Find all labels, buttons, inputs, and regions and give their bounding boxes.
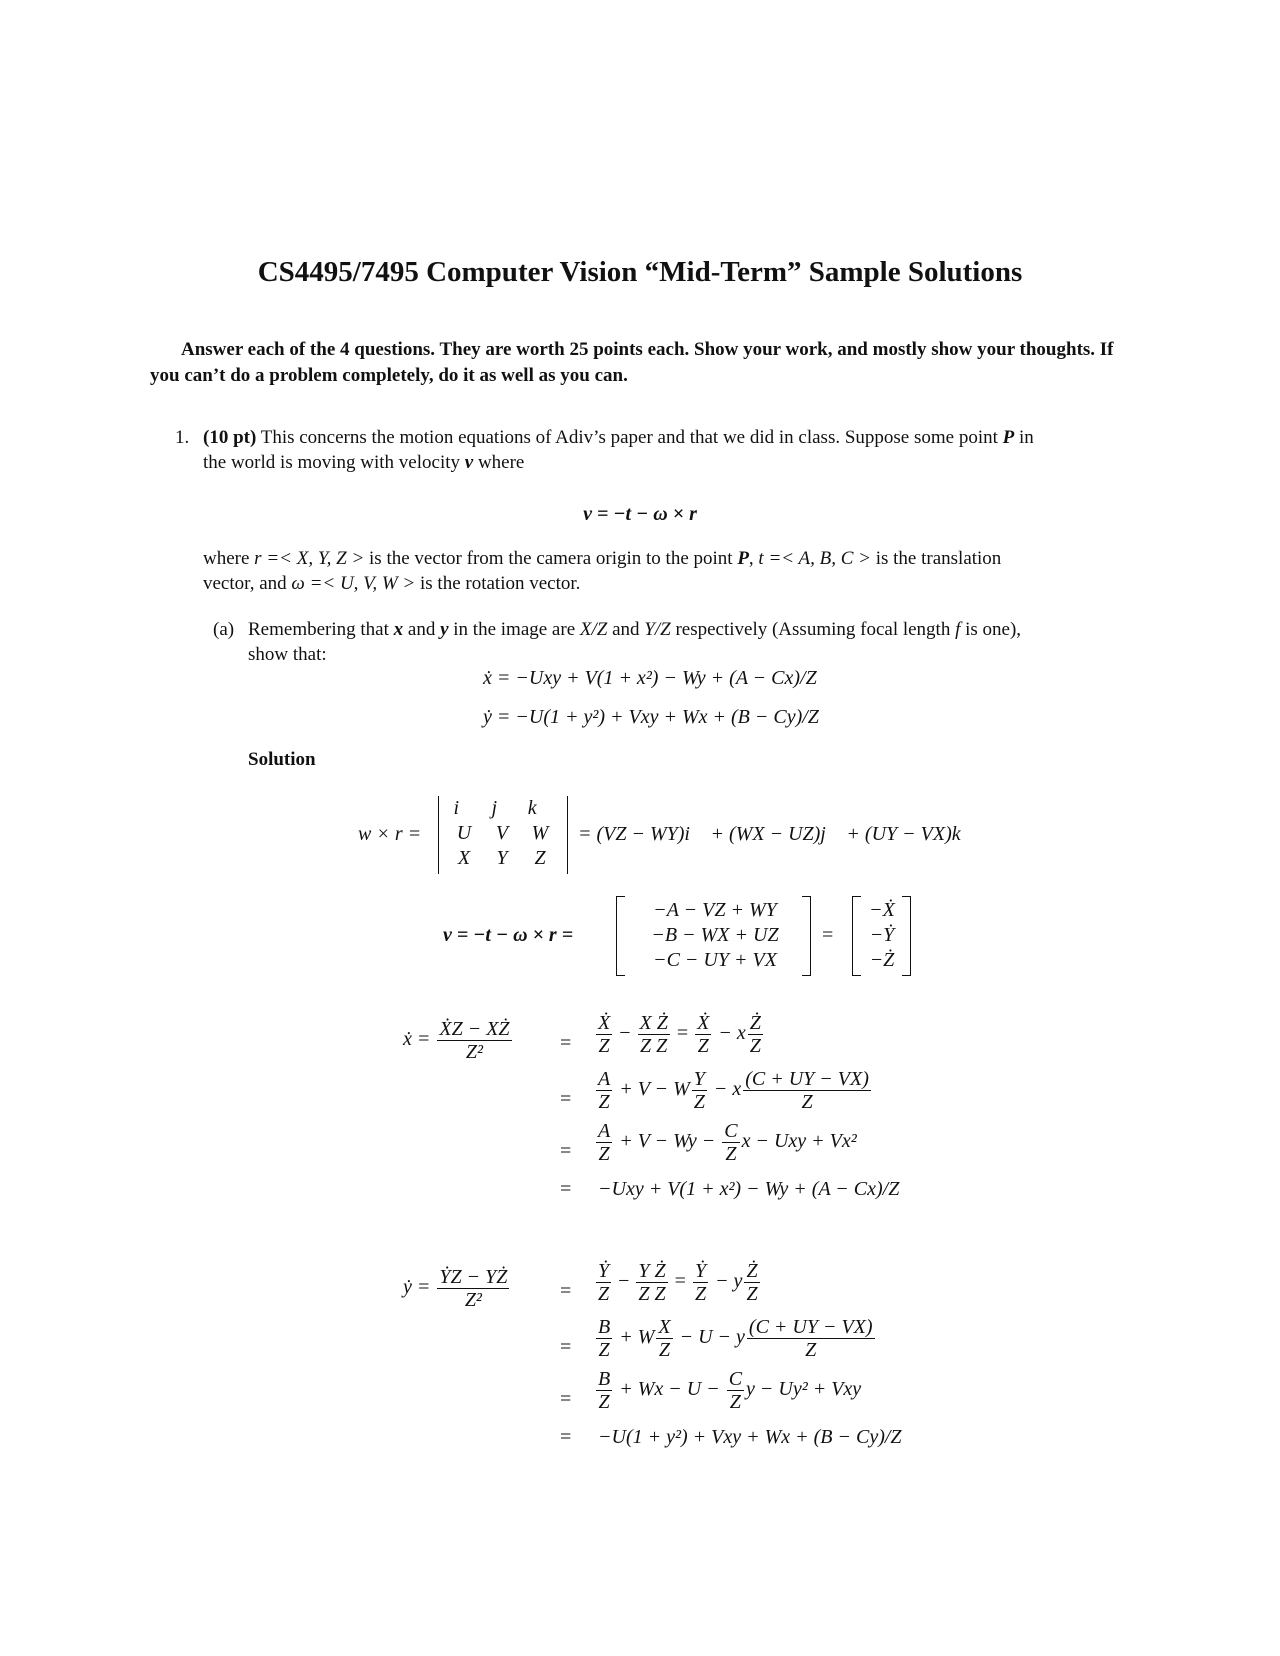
- unit-k: k⃗: [527, 797, 553, 819]
- xdot-result: −Uxy + V(1 + x²) − Wy + (A − Cx)/Z: [598, 1178, 900, 1200]
- var-v: v: [464, 452, 474, 473]
- xdot-lhs: [403, 1018, 514, 1063]
- var-y: y: [440, 619, 449, 640]
- ydot-result: −U(1 + y²) + Vxy + Wx + (B − Cy)/Z: [598, 1426, 902, 1448]
- part-a-text: is one),: [960, 619, 1022, 640]
- velocity-component: −C − UY + VX: [653, 949, 777, 971]
- xdot-step-2: $\frac{A}{Z}$ + V − W $\frac{Y}{Z}$ − x $\frac{(C + UY - VX)}{Z}$: [598, 1068, 869, 1113]
- derivative-column: [862, 898, 902, 973]
- velocity-component: −A − VZ + WY: [653, 899, 777, 921]
- ydot-label: ẏ =: [403, 1276, 431, 1299]
- unit-j: j⃗: [491, 797, 513, 819]
- var-P: P: [737, 548, 749, 569]
- derivative-component: −Ż: [869, 949, 895, 971]
- question-text: where: [203, 548, 255, 569]
- question-1-line-2: [203, 450, 524, 476]
- target-equation-xdot: ẋ = −Uxy + V(1 + x²) − Wy + (A − Cx)/Z: [483, 667, 817, 689]
- page-title: CS4495/7495 Computer Vision “Mid-Term” Sample Solutions: [257, 256, 1023, 288]
- velocity-component: −B − WX + UZ: [651, 924, 779, 946]
- xdot-lhs-fraction: $\frac{\text{ẊZ − XŻ}}{\text{Z²}}$: [439, 1018, 510, 1063]
- matrix-cell: V: [495, 822, 509, 844]
- right-bracket: [902, 896, 911, 976]
- r-definition: r =< X, Y, Z >: [254, 548, 365, 569]
- ydot-step-1: $\frac{\text{Ẏ}}{Z}$ − $\frac{\text{Y Ż}}{\text{Z Z}}$ = $\frac{\text{Ẏ}}{Z}$ − y $\frac{Ż}{Z}$: [598, 1260, 758, 1305]
- question-text: vector, and: [203, 573, 292, 594]
- var-P: P: [1002, 427, 1015, 448]
- ydot-step-2: $\frac{B}{Z}$ + W $\frac{X}{Z}$ − U − y $\frac{(C + UY - VX)}{Z}$: [598, 1316, 873, 1361]
- part-a-text: in the image are: [448, 619, 580, 640]
- xdot-step-1: $\frac{\text{Ẋ}}{Z}$ − $\frac{\text{X Ż}}{\text{Z Z}}$ = $\frac{\text{Ẋ}}{Z}$ − x $\frac{Ż}{Z}$: [598, 1012, 761, 1057]
- part-a-line-2: show that:: [248, 644, 327, 665]
- ydot-lhs-fraction: $\frac{\text{ẎZ − YŻ}}{\text{Z²}}$: [439, 1266, 508, 1311]
- equals-sign: =: [560, 1336, 572, 1358]
- target-equation-ydot: ẏ = −U(1 + y²) + Vxy + Wx + (B − Cy)/Z: [483, 706, 819, 728]
- matrix-cell: X: [457, 847, 471, 869]
- solution-label: Solution: [248, 749, 316, 770]
- velocity-equation: v = −t − ω × r: [583, 503, 697, 525]
- instructions: Answer each of the 4 questions. They are worth 25 points each. Show your work, and mostly show your thoughts. If you can’t do a problem completely, do it as well as you can.: [150, 339, 1114, 386]
- question-1-line-3: [203, 546, 1001, 572]
- part-a-text: Remembering that: [248, 619, 394, 640]
- derivative-component: −Ẋ: [869, 899, 895, 921]
- cross-lhs: w × r =: [358, 823, 422, 845]
- y-over-z: Y/Z: [644, 619, 671, 640]
- part-a-line-1: [248, 617, 1021, 643]
- question-text: This concerns the motion equations of Adiv’s paper and that we did in class. Suppose some point: [256, 427, 1003, 448]
- question-1-line-1: [203, 425, 1034, 451]
- t-definition: t =< A, B, C >: [758, 548, 871, 569]
- xdot-label: ẋ =: [403, 1028, 431, 1051]
- part-label: (a): [213, 619, 235, 640]
- question-text: ,: [748, 548, 759, 569]
- question-text: is the vector from the camera origin to the point: [364, 548, 738, 569]
- question-text: where: [473, 452, 525, 473]
- question-text: is the rotation vector.: [415, 573, 581, 594]
- xdot-step-3: $\frac{A}{Z}$ + V − Wy − $\frac{C}{Z}$ x − Uxy + Vx²: [598, 1120, 857, 1165]
- x-over-z: X/Z: [579, 619, 608, 640]
- unit-i: i⃗: [453, 797, 475, 819]
- matrix-cell: Y: [496, 847, 508, 869]
- matrix-cell: Z: [534, 847, 546, 869]
- left-bracket: [616, 896, 625, 976]
- equals-sign: =: [560, 1388, 572, 1410]
- part-a-text: respectively (Assuming focal length: [670, 619, 956, 640]
- velocity-lhs: v = −t − ω × r =: [443, 924, 574, 946]
- equals-sign: =: [560, 1088, 572, 1110]
- equals-sign: =: [560, 1426, 572, 1448]
- right-bracket: [802, 896, 811, 976]
- matrix-cell: U: [456, 822, 472, 844]
- ydot-lhs: [403, 1266, 511, 1311]
- question-number: 1.: [175, 427, 190, 448]
- question-text: is the translation: [870, 548, 1002, 569]
- question-text: in: [1014, 427, 1034, 448]
- determinant: [438, 796, 568, 874]
- matrix-cell: W: [531, 822, 549, 844]
- var-x: x: [393, 619, 404, 640]
- part-a-text: and: [403, 619, 441, 640]
- equals-sign: =: [560, 1032, 572, 1054]
- question-points: (10 pt): [203, 427, 257, 448]
- question-text: the world is moving with velocity: [203, 452, 465, 473]
- derivative-component: −Ẏ: [869, 924, 895, 946]
- velocity-column: [626, 898, 804, 973]
- omega-definition: ω =< U, V, W >: [291, 573, 416, 594]
- question-1-line-4: [203, 571, 580, 597]
- left-bracket: [852, 896, 861, 976]
- equals-sign: =: [560, 1140, 572, 1162]
- equals-sign: =: [560, 1178, 572, 1200]
- var-f: f: [955, 619, 961, 640]
- equals-sign: =: [560, 1280, 572, 1302]
- cross-rhs: = (VZ − WY)i⃗ + (WX − UZ)j⃗ + (UY − VX)k⃗: [578, 823, 977, 845]
- ydot-step-3: $\frac{B}{Z}$ + Wx − U − $\frac{C}{Z}$ y − Uy² + Vxy: [598, 1368, 862, 1413]
- part-a-text: and: [607, 619, 645, 640]
- equals-sign: =: [822, 924, 834, 946]
